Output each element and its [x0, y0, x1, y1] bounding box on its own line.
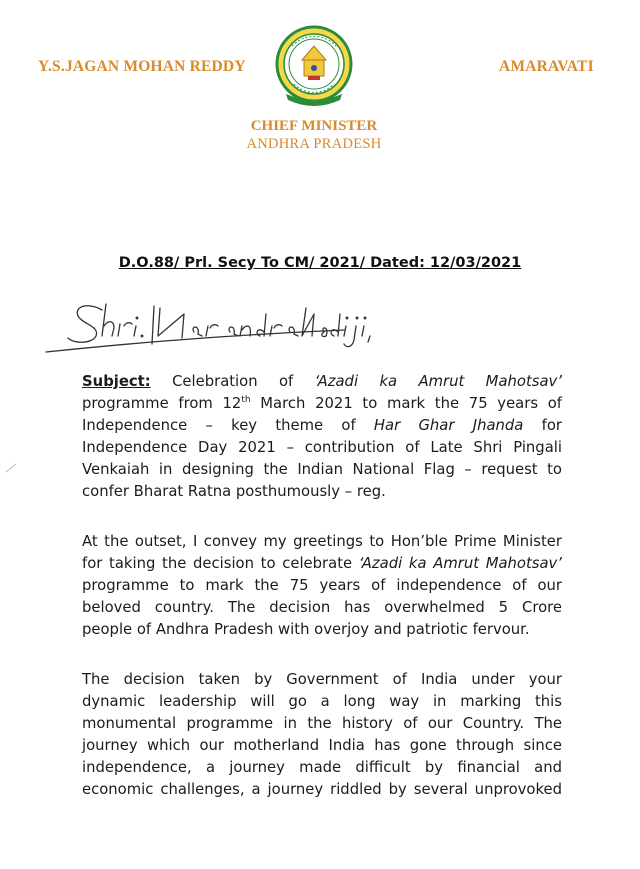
greeting-line-5: people of Andhra Pradesh with overjoy and patriotic fervour.	[82, 621, 530, 638]
office-title: CHIEF MINISTER	[250, 118, 378, 134]
subject-line-1: Subject: Celebration of ‘Azadi ka Amrut Mahotsav’	[82, 373, 562, 390]
office-state: ANDHRA PRADESH	[246, 136, 382, 152]
margin-tick-mark	[4, 462, 18, 474]
subject-line-6: confer Bharat Ratna posthumously – reg.	[82, 483, 386, 500]
greeting-line-1: At the outset, I convey my greetings to Hon’ble Prime Minister	[82, 533, 562, 550]
decision-line-4: journey which our motherland India has gone through since	[82, 737, 562, 754]
greeting-paragraph	[82, 531, 562, 641]
handwritten-salutation	[44, 296, 374, 356]
subject-line-5: Venkaiah in designing the Indian National Flag – request to	[82, 461, 562, 478]
sender-place: AMARAVATI	[499, 58, 594, 75]
decision-line-1: The decision taken by Government of India under your	[82, 671, 562, 688]
greeting-line-3: programme to mark the 75 years of independence of our	[82, 577, 562, 594]
state-emblem-icon	[274, 24, 354, 114]
decision-line-3: monumental programme in the history of our Country. The	[82, 715, 562, 732]
subject-line-4: Independence Day 2021 – contribution of Late Shri Pingali	[82, 439, 562, 456]
reference-line: D.O.88/ Prl. Secy To CM/ 2021/ Dated: 12/03/2021	[118, 255, 522, 271]
subject-line-2: programme from 12th March 2021 to mark the 75 years of	[82, 395, 562, 412]
greeting-line-4: beloved country. The decision has overwhelmed 5 Crore	[82, 599, 562, 616]
decision-line-6: economic challenges, a journey riddled by several unprovoked	[82, 781, 562, 798]
subject-paragraph	[82, 371, 562, 503]
decision-paragraph	[82, 669, 562, 801]
subject-line-3: Independence – key theme of Har Ghar Jhanda for	[82, 417, 562, 434]
sender-name: Y.S.JAGAN MOHAN REDDY	[38, 58, 246, 75]
greeting-line-2: for taking the decision to celebrate ‘Azadi ka Amrut Mahotsav’	[82, 555, 562, 572]
decision-line-5: independence, a journey made difficult by financial and	[82, 759, 562, 776]
decision-line-2: dynamic leadership will go a long way in marking this	[82, 693, 562, 710]
subject-label: Subject:	[82, 373, 151, 390]
